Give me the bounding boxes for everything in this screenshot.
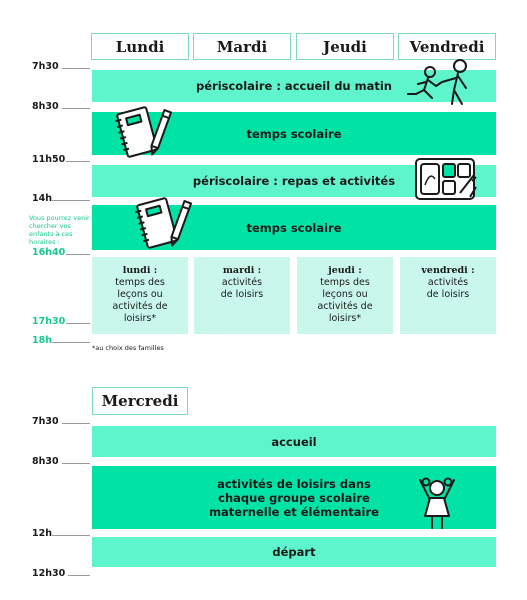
- time-label: 16h40: [32, 247, 66, 258]
- time-tick: [62, 68, 90, 69]
- band-morning-care: périscolaire : accueil du matin: [92, 70, 496, 102]
- band-leisure-activities: activités de loisirs dans chaque groupe scolaire maternelle et élémentaire: [92, 466, 496, 529]
- time-tick: [66, 323, 90, 324]
- time-label: 18h: [32, 335, 52, 346]
- time-label: 8h30: [32, 456, 59, 467]
- notebook-pencil-icon: [136, 195, 192, 255]
- time-tick: [52, 535, 90, 536]
- time-tick: [52, 200, 90, 201]
- time-label: 12h: [32, 528, 52, 539]
- day-header-lundi: Lundi: [91, 33, 189, 60]
- time-label: 8h30: [32, 101, 59, 112]
- time-tick: [62, 108, 90, 109]
- day-header-vendredi: Vendredi: [398, 33, 496, 60]
- afternoon-cell-vendredi: vendredi : activités de loisirs: [400, 257, 496, 334]
- band-departure: départ: [92, 537, 496, 567]
- afternoon-cell-jeudi: jeudi : temps des leçons ou activités de loisirs*: [297, 257, 393, 334]
- time-label: 12h30: [32, 568, 66, 579]
- time-tick: [66, 161, 90, 162]
- pickup-note: Vous pourrez venir chercher vos enfants à ces horaires :: [29, 214, 90, 246]
- time-tick: [62, 423, 90, 424]
- day-header-mercredi: Mercredi: [92, 387, 188, 415]
- footnote: *au choix des familles: [92, 344, 164, 352]
- time-tick: [66, 254, 90, 255]
- notebook-pencil-icon: [116, 104, 172, 164]
- band-lunch-activities: périscolaire : repas et activités: [92, 165, 496, 197]
- band-school-time-morning: temps scolaire: [92, 112, 496, 155]
- time-label: 7h30: [32, 61, 59, 72]
- time-label: 11h50: [32, 154, 66, 165]
- time-label: 14h: [32, 193, 52, 204]
- band-welcome: accueil: [92, 426, 496, 457]
- time-label: 17h30: [32, 316, 66, 327]
- girl-cheering-icon: [416, 476, 458, 532]
- band-school-time-afternoon: temps scolaire: [92, 205, 496, 250]
- afternoon-cell-lundi: lundi : temps des leçons ou activités de loisirs*: [92, 257, 188, 334]
- lunch-tray-icon: [414, 157, 482, 205]
- running-children-icon: [404, 58, 479, 106]
- time-tick: [68, 575, 90, 576]
- afternoon-cell-mardi: mardi : activités de loisirs: [194, 257, 290, 334]
- time-label: 7h30: [32, 416, 59, 427]
- day-header-mardi: Mardi: [193, 33, 291, 60]
- time-tick: [52, 342, 90, 343]
- time-tick: [62, 463, 90, 464]
- day-header-jeudi: Jeudi: [296, 33, 394, 60]
